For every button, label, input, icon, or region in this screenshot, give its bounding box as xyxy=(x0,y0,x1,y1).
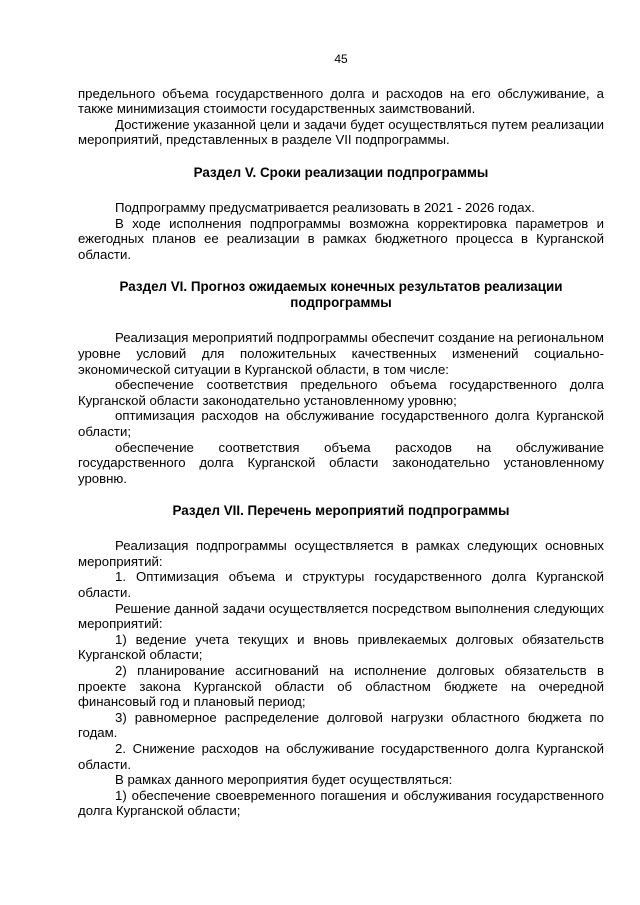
section-spacer xyxy=(78,262,604,279)
paragraph: 3) равномерное распределение долговой нагрузки областного бюджета по годам. xyxy=(78,709,604,741)
document-body xyxy=(78,86,604,819)
document-page xyxy=(78,52,604,819)
paragraph: обеспечение соответствия объема расходов на обслуживание государственного долга Курганской области законодательно установленному уровню. xyxy=(78,439,604,486)
section-spacer xyxy=(78,311,604,330)
page-number: 45 xyxy=(334,52,348,66)
section-heading: Раздел VII. Перечень мероприятий подпрограммы xyxy=(172,503,510,519)
section-heading: Раздел V. Сроки реализации подпрограммы xyxy=(193,164,489,180)
paragraph: Реализация подпрограммы осуществляется в рамках следующих основных мероприятий: xyxy=(78,538,604,569)
paragraph: Реализация мероприятий подпрограммы обеспечит создание на региональном уровне условий для положительных качественных изменений социально-экономической ситуации в Курганской области, в том числе: xyxy=(78,330,604,377)
paragraph: 1. Оптимизация объема и структуры государственного долга Курганской области. xyxy=(78,569,604,601)
paragraph: 1) ведение учета текущих и вновь привлекаемых долговых обязательств Курганской области; xyxy=(78,631,604,663)
paragraph: 1) обеспечение своевременного погашения и обслуживания государственного долга Курганской области; xyxy=(78,787,604,819)
paragraph: обеспечение соответствия предельного объема государственного долга Курганской области законодательно установленному уровню; xyxy=(78,377,604,408)
paragraph: В рамках данного мероприятия будет осуществляться: xyxy=(115,772,453,788)
paragraph: Подпрограмму предусматривается реализовать в 2021 - 2026 годах. xyxy=(115,199,535,215)
section-spacer xyxy=(78,486,604,503)
paragraph: Достижение указанной цели и задачи будет осуществляться путем реализации мероприятий, представленных в разделе VII подпрограммы. xyxy=(78,116,604,148)
paragraph: 2. Снижение расходов на обслуживание государственного долга Курганской области. xyxy=(78,741,604,772)
section-spacer xyxy=(78,519,604,538)
paragraph: Решение данной задачи осуществляется посредством выполнения следующих мероприятий: xyxy=(78,600,604,632)
section-spacer xyxy=(78,148,604,165)
paragraph: 2) планирование ассигнований на исполнение долговых обязательств в проекте закона Курганской области об областном бюджете на очередной финансовый год и плановый период; xyxy=(78,663,604,710)
paragraph: оптимизация расходов на обслуживание государственного долга Курганской области; xyxy=(78,408,604,439)
paragraph: предельного объема государственного долга и расходов на его обслуживание, а также минимизация стоимости государственных заимствований. xyxy=(78,85,604,117)
section-spacer xyxy=(78,181,604,200)
paragraph: В ходе исполнения подпрограммы возможна корректировка параметров и ежегодных планов ее реализации в рамках бюджетного процесса в Курганской области. xyxy=(78,215,604,262)
section-heading: Раздел VI. Прогноз ожидаемых конечных результатов реализации подпрограммы xyxy=(119,279,563,311)
